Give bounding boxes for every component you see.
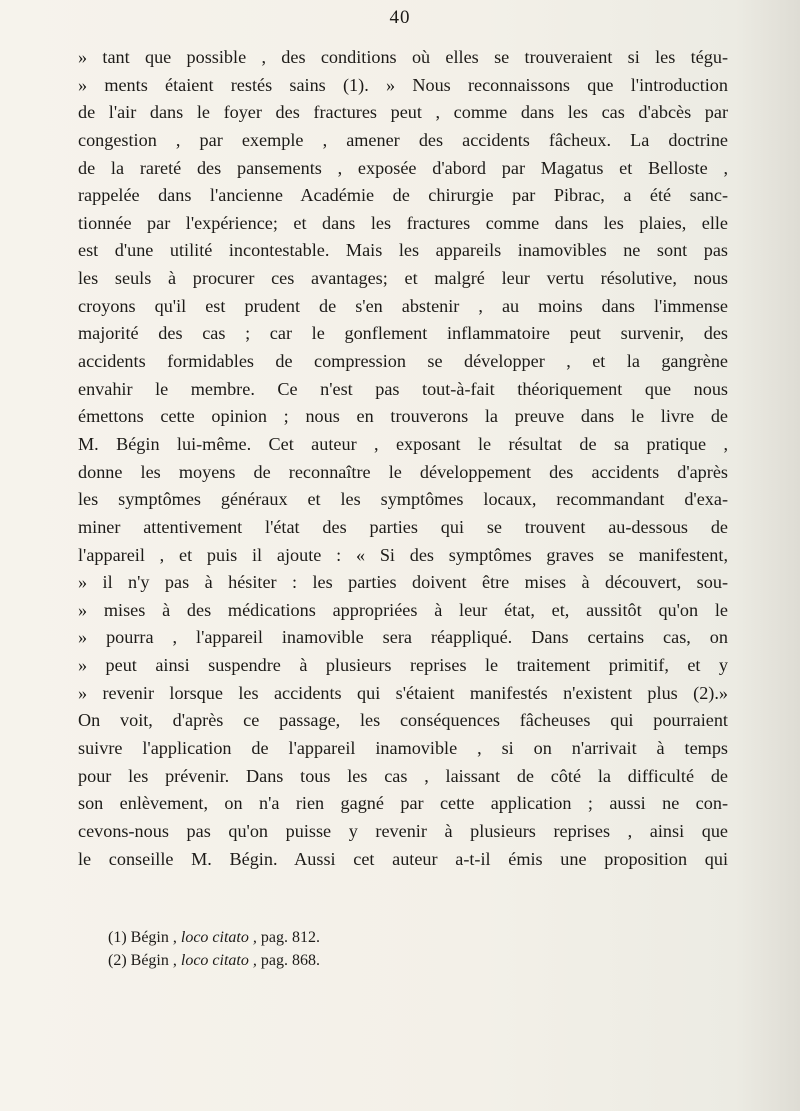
footnote-reference: loco citato , — [180, 952, 257, 969]
text-line: croyons qu'il est prudent de s'en abstenir , au moins dans l'immense — [78, 295, 728, 316]
footnote — [108, 949, 508, 972]
text-line: de l'air dans le foyer des fractures peut , comme dans les cas d'abcès par — [78, 102, 728, 123]
body-text — [78, 44, 728, 873]
footnote-reference: loco citato , — [180, 929, 257, 946]
footnote-author: Bégin , — [130, 952, 177, 969]
text-line: est d'une utilité incontestable. Mais les appareils inamovibles ne sont pas — [78, 240, 728, 261]
text-line: rappelée dans l'ancienne Académie de chirurgie par Pibrac, a été sanc- — [78, 185, 728, 206]
footnote — [108, 926, 508, 949]
footnote-author: Bégin , — [130, 929, 177, 946]
text-line: les seuls à procurer ces avantages; et malgré leur vertu résolutive, nous — [78, 268, 728, 289]
text-line: congestion , par exemple , amener des accidents fâcheux. La doctrine — [78, 129, 728, 150]
text-line: les symptômes généraux et les symptômes locaux, recommandant d'exa- — [78, 489, 728, 510]
text-line: envahir le membre. Ce n'est pas tout-à-fait théoriquement que nous — [78, 378, 728, 399]
text-line: cevons-nous pas qu'on puisse y revenir à plusieurs reprises , ainsi que — [78, 820, 728, 841]
text-line: donne les moyens de reconnaître le développement des accidents d'après — [78, 461, 728, 482]
text-line: émettons cette opinion ; nous en trouverons la preuve dans le livre de — [78, 406, 728, 427]
text-line: accidents formidables de compression se développer , et la gangrène — [78, 351, 728, 372]
text-line: » peut ainsi suspendre à plusieurs reprises le traitement primitif, et y — [78, 655, 728, 676]
footnote-number: (2) — [108, 952, 127, 969]
footnote-page: pag. 868. — [260, 952, 320, 969]
text-line: pour les prévenir. Dans tous les cas , laissant de côté la difficulté de — [78, 765, 728, 786]
text-line: tionnée par l'expérience; et dans les fractures comme dans les plaies, elle — [78, 212, 728, 233]
text-line: » tant que possible , des conditions où elles se trouveraient si les tégu- — [78, 47, 728, 67]
text-line: M. Bégin lui-même. Cet auteur , exposant le résultat de sa pratique , — [78, 433, 728, 454]
text-line: majorité des cas ; car le gonflement inflammatoire peut survenir, des — [78, 323, 728, 344]
text-line: miner attentivement l'état des parties qui se trouvent au-dessous de — [78, 516, 728, 537]
text-line: de la rareté des pansements , exposée d'abord par Magatus et Belloste , — [78, 157, 728, 178]
text-line: » il n'y pas à hésiter : les parties doivent être mises à découvert, sou- — [78, 572, 728, 593]
footnote-page: pag. 812. — [260, 929, 320, 946]
text-line: » revenir lorsque les accidents qui s'étaient manifestés n'existent plus (2).» — [78, 682, 728, 703]
text-line: le conseille M. Bégin. Aussi cet auteur a-t-il émis une proposition qui — [78, 848, 728, 869]
text-line: » mises à des médications appropriées à leur état, et, aussitôt qu'on le — [78, 599, 728, 620]
text-line: On voit, d'après ce passage, les conséquences fâcheuses qui pourraient — [78, 710, 728, 731]
text-line: suivre l'application de l'appareil inamovible , si on n'arrivait à temps — [78, 738, 728, 759]
footnotes — [108, 926, 508, 972]
text-line: » pourra , l'appareil inamovible sera réappliqué. Dans certains cas, on — [78, 627, 728, 648]
text-line: » ments étaient restés sains (1). » Nous reconnaissons que l'introduction — [78, 74, 728, 95]
text-line: son enlèvement, on n'a rien gagné par cette application ; aussi ne con- — [78, 793, 728, 814]
footnote-number: (1) — [108, 929, 127, 946]
page-number: 40 — [389, 7, 411, 28]
text-line: l'appareil , et puis il ajoute : « Si des symptômes graves se manifestent, — [78, 544, 728, 565]
